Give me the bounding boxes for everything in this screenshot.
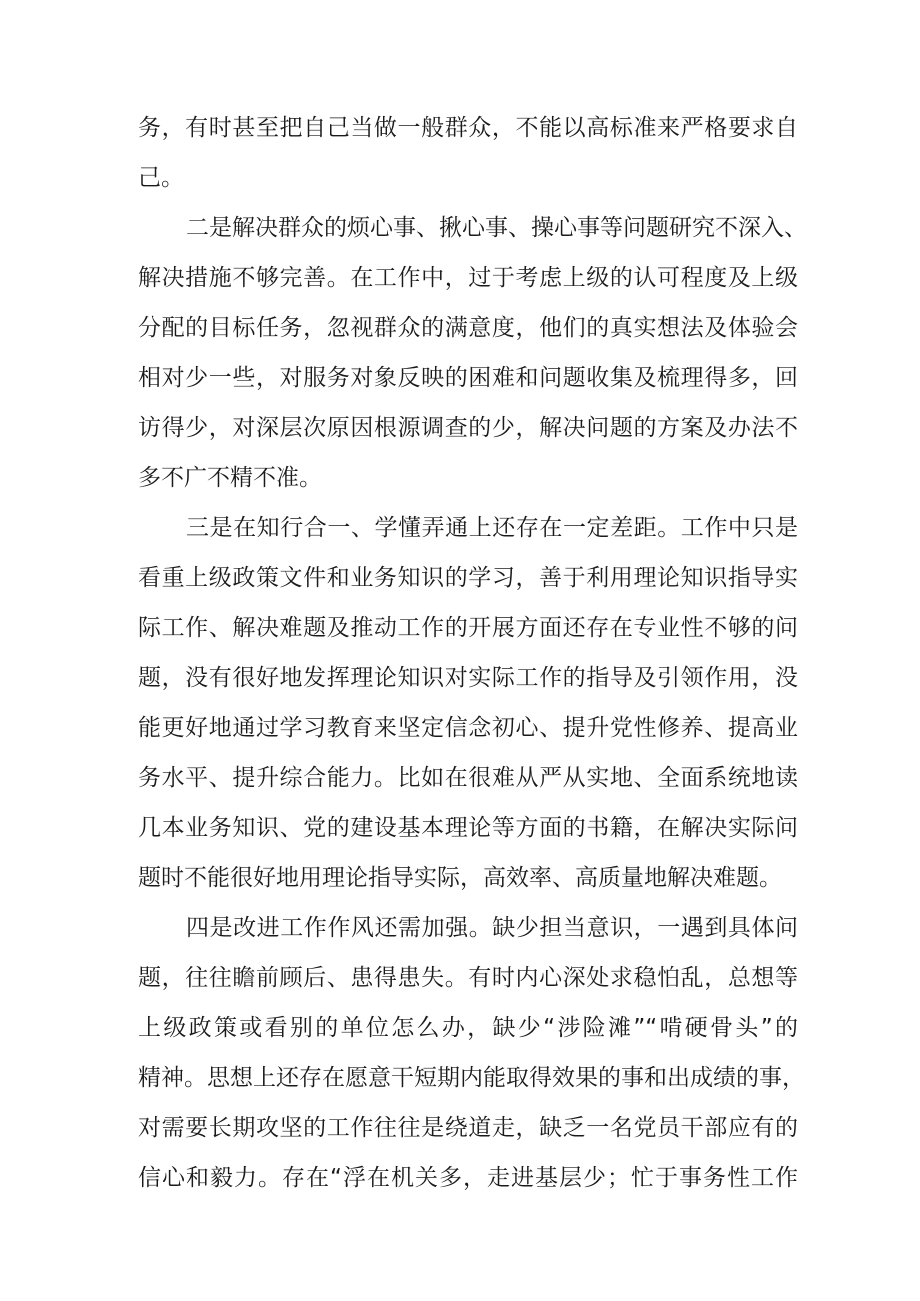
text-line: 题时不能很好地用理论指导实际，高效率、高质量地解决难题。	[138, 865, 782, 891]
text-line: 多不广不精不准。	[138, 465, 322, 491]
text-line: 分配的目标任务，忽视群众的满意度，他们的真实想法及体验会	[138, 315, 798, 341]
text-line: 上级政策或看别的单位怎么办，缺少“涉险滩”“啃硬骨头”的	[138, 1015, 798, 1041]
text-line: 能更好地通过学习教育来坚定信念初心、提升党性修养、提高业	[138, 715, 798, 741]
text-line: 解决措施不够完善。在工作中，过于考虑上级的认可程度及上级	[138, 265, 798, 291]
text-line: 几本业务知识、党的建设基本理论等方面的书籍，在解决实际问	[138, 815, 798, 841]
paragraph-3-start: 三是在知行合一、学懂弄通上还存在一定差距。工作中只是	[186, 515, 798, 541]
text-line: 际工作、解决难题及推动工作的开展方面还存在专业性不够的问	[138, 615, 798, 641]
text-line: 务水平、提升综合能力。比如在很难从严从实地、全面系统地读	[138, 765, 798, 791]
text-line: 访得少，对深层次原因根源调查的少，解决问题的方案及办法不	[138, 415, 798, 441]
text-line: 相对少一些，对服务对象反映的困难和问题收集及梳理得多，回	[138, 365, 798, 391]
text-line: 务，有时甚至把自己当做一般群众，不能以高标准来严格要求自	[138, 115, 798, 141]
paragraph-4-start: 四是改进工作作风还需加强。缺少担当意识，一遇到具体问	[186, 915, 798, 941]
text-line: 题，没有很好地发挥理论知识对实际工作的指导及引领作用，没	[138, 665, 798, 691]
text-line: 对需要长期攻坚的工作往往是绕道走，缺乏一名党员干部应有的	[138, 1115, 798, 1141]
paragraph-2-start: 二是解决群众的烦心事、揪心事、操心事等问题研究不深入、	[186, 215, 807, 241]
text-line: 题，往往瞻前顾后、患得患失。有时内心深处求稳怕乱，总想等	[138, 965, 798, 991]
text-line: 看重上级政策文件和业务知识的学习，善于利用理论知识指导实	[138, 565, 798, 591]
text-line: 己。	[138, 165, 184, 191]
text-line: 精神。思想上还存在愿意干短期内能取得效果的事和出成绩的事，	[138, 1065, 805, 1091]
text-line: 信心和毅力。存在“浮在机关多，走进基层少；忙于事务性工作	[138, 1165, 798, 1191]
